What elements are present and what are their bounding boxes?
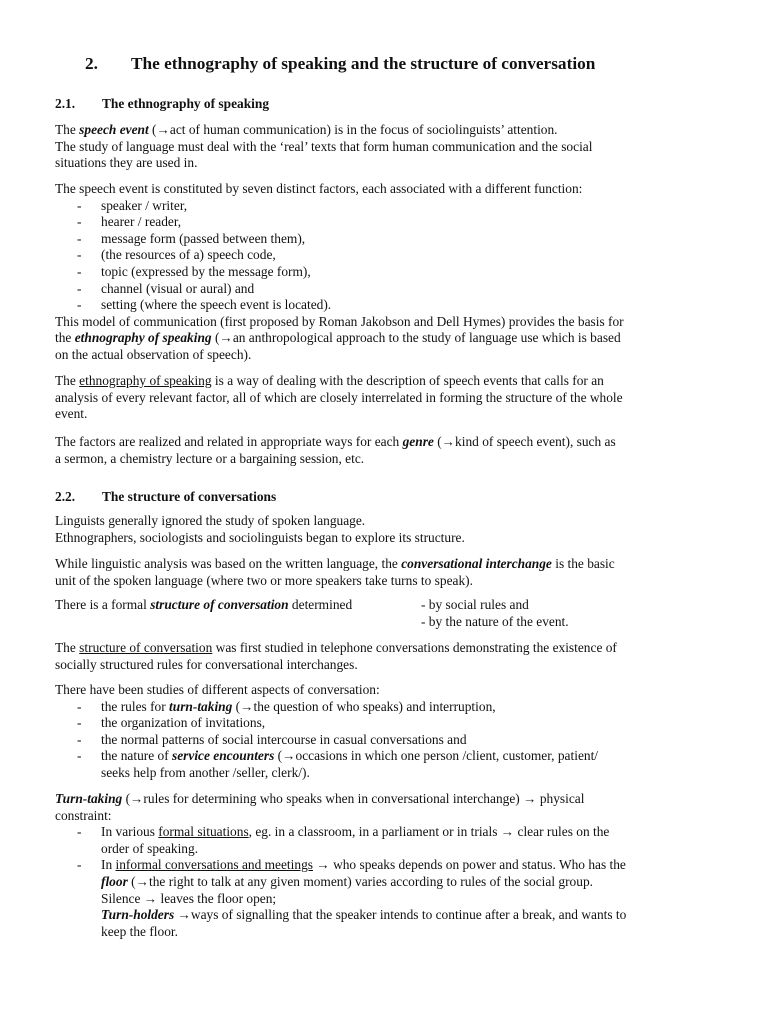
text-line: analysis of every relevant factor, all of which are closely interrelated in forming the structure of the whole xyxy=(55,389,623,405)
text: determined xyxy=(288,597,353,612)
text-line: constraint: xyxy=(55,807,112,823)
text: There is a formal xyxy=(55,597,151,612)
term: structure of conversation xyxy=(150,597,289,612)
term: conversational interchange xyxy=(401,556,552,571)
text: (→occasions in which one person /client, customer, patient/ xyxy=(274,748,599,764)
paragraph-ethnography xyxy=(55,373,713,423)
text-line xyxy=(55,373,713,390)
turn-taking-list xyxy=(55,824,713,940)
text-line: unit of the spoken language (where two or more speakers take turns to speak). xyxy=(55,572,473,588)
text-line: on the actual observation of speech). xyxy=(55,346,252,362)
text-line: The speech event is constituted by seven distinct factors, each associated with a different function: xyxy=(55,181,583,196)
text: (→an anthropological approach to the study of language use which is based xyxy=(211,330,621,346)
text: (→act of human communication) is in the focus of sociolinguists’ attention. xyxy=(148,122,558,137)
term: genre xyxy=(402,434,434,449)
term: Turn-taking xyxy=(55,791,123,806)
term: speech event xyxy=(79,122,149,137)
text-line xyxy=(55,556,713,573)
text: order of speaking. xyxy=(101,840,199,856)
text: → who speaks depends on power and status. Who has the xyxy=(312,857,626,873)
text: keep the floor. xyxy=(101,923,178,939)
text-line xyxy=(55,122,713,139)
text-line: Linguists generally ignored the study of spoken language. xyxy=(55,513,366,528)
text: the xyxy=(55,330,75,346)
text: is a way of dealing with the description of speech events that calls for an xyxy=(211,373,604,388)
text-line xyxy=(55,330,713,347)
text-line: The study of language must deal with the ‘real’ texts that form human communication and the social xyxy=(55,138,593,154)
paragraph-formal-structure xyxy=(55,597,713,630)
text: , eg. in a classroom, in a parliament or in trials → clear rules on the xyxy=(248,824,610,840)
text-line xyxy=(55,614,713,631)
list-item xyxy=(55,748,713,781)
paragraph-linguists xyxy=(55,513,713,546)
underlined-term: formal situations xyxy=(158,824,249,840)
text-line xyxy=(55,597,713,614)
text-line: There have been studies of different aspects of conversation: xyxy=(55,682,380,697)
list-item: - speaker / writer, xyxy=(55,198,713,215)
list-item: - hearer / reader, xyxy=(55,214,713,231)
factor-list xyxy=(55,198,713,314)
term: turn-taking xyxy=(169,698,233,714)
paragraph-aspects xyxy=(55,682,713,782)
text-line: socially structured rules for conversational interchanges. xyxy=(55,656,358,672)
text-line: Ethnographers, sociologists and sociolinguists began to explore its structure. xyxy=(55,529,465,545)
list-item: - channel (visual or aural) and xyxy=(55,281,713,298)
list-item: - the normal patterns of social intercourse in casual conversations and xyxy=(55,732,713,749)
title-number: 2. xyxy=(85,54,98,73)
paragraph-telephone xyxy=(55,640,713,673)
list-item: - the organization of invitations, xyxy=(55,715,713,732)
section-title: The structure of conversations xyxy=(102,489,277,504)
term: floor xyxy=(101,873,128,889)
text: is the basic xyxy=(551,556,615,571)
paragraph-factors xyxy=(55,181,713,364)
text: (→kind of speech event), such as xyxy=(433,434,616,449)
text: The xyxy=(55,122,80,137)
text: the rules for xyxy=(101,698,170,714)
term: Turn-holders xyxy=(101,907,175,923)
list-item: - (the resources of a) speech code, xyxy=(55,247,713,264)
list-item xyxy=(55,824,713,857)
section-number: 2.1. xyxy=(55,96,76,111)
title-text: The ethnography of speaking and the structure of conversation xyxy=(131,54,596,73)
text-line xyxy=(55,640,713,657)
text-line: event. xyxy=(55,406,88,422)
text-line xyxy=(55,791,713,808)
text: (→the question of who speaks) and interruption, xyxy=(232,698,496,714)
page-title xyxy=(55,54,713,74)
list-item: - topic (expressed by the message form), xyxy=(55,264,713,281)
text: The xyxy=(55,373,80,388)
text: (→the right to talk at any given moment) varies according to rules of the social group. xyxy=(127,873,593,889)
text: In xyxy=(101,857,116,873)
paragraph-interchange xyxy=(55,556,713,589)
text: the nature of xyxy=(101,748,173,764)
term: service encounters xyxy=(172,748,275,764)
section-number: 2.2. xyxy=(55,489,76,504)
text: Silence → leaves the floor open; xyxy=(101,890,277,906)
aspect-list xyxy=(55,699,713,782)
text: →ways of signalling that the speaker intends to continue after a break, and wants to xyxy=(174,907,627,923)
list-item: - message form (passed between them), xyxy=(55,231,713,248)
underlined-term: informal conversations and meetings xyxy=(115,857,313,873)
list-item: - setting (where the speech event is located). xyxy=(55,297,713,314)
text: (→rules for determining who speaks when in conversational interchange) → physical xyxy=(122,791,585,806)
text-line xyxy=(55,434,713,451)
text: The xyxy=(55,640,80,655)
paragraph-turn-taking xyxy=(55,791,713,940)
text: was first studied in telephone conversations demonstrating the existence of xyxy=(212,640,617,655)
text: seeks help from another /seller, clerk/). xyxy=(101,764,310,780)
text-line: a sermon, a chemistry lecture or a bargaining session, etc. xyxy=(55,450,365,466)
text-line: situations they are used in. xyxy=(55,155,198,171)
underlined-term: structure of conversation xyxy=(79,640,213,655)
list-item xyxy=(55,699,713,716)
text: While linguistic analysis was based on the written language, the xyxy=(55,556,402,571)
underlined-term: ethnography of speaking xyxy=(79,373,212,388)
text: In various xyxy=(101,824,159,840)
term: ethnography of speaking xyxy=(74,330,212,346)
section-heading-2-1 xyxy=(55,96,713,113)
text: The factors are realized and related in appropriate ways for each xyxy=(55,434,403,449)
paragraph-speech-event xyxy=(55,122,713,172)
list-item xyxy=(55,857,713,940)
section-heading-2-2 xyxy=(55,489,713,506)
determinant: - by social rules and xyxy=(421,597,529,612)
paragraph-genre xyxy=(55,434,713,467)
determinant: - by the nature of the event. xyxy=(421,613,569,629)
text-line: This model of communication (first proposed by Roman Jakobson and Dell Hymes) provides the basis for xyxy=(55,313,624,329)
section-title: The ethnography of speaking xyxy=(102,96,270,111)
